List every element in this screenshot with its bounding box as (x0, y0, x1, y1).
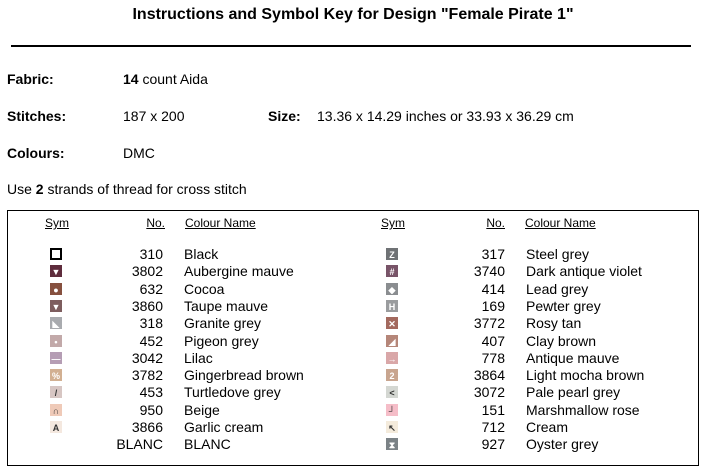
note-prefix: Use (7, 181, 36, 197)
table-row (0, 367, 706, 384)
colour-name: Pewter grey (526, 297, 601, 314)
colour-name: Dark antique violet (526, 263, 642, 280)
table-row (0, 298, 706, 315)
colour-name: Steel grey (526, 246, 590, 262)
diamond-icon: ◆ (386, 283, 398, 295)
colour-name: BLANC (184, 436, 231, 453)
dmc-number: 778 (481, 349, 505, 366)
dmc-number: 632 (139, 280, 163, 297)
table-row (0, 436, 706, 453)
digit-two-icon: 2 (386, 369, 398, 381)
colour-name: Cocoa (184, 280, 225, 297)
down-triangle-icon: ▼ (51, 267, 61, 278)
corner-triangle-icon: ◢ (386, 335, 398, 347)
dmc-number: 407 (481, 332, 505, 349)
size-label: Size: (268, 108, 301, 124)
header-name-left: Colour Name (185, 216, 256, 230)
less-than-icon: < (386, 386, 398, 398)
table-row (0, 350, 706, 367)
dmc-number: 3864 (473, 367, 505, 384)
colour-name: Pigeon grey (184, 332, 259, 349)
table-row (0, 315, 706, 332)
colour-name: Lilac (184, 349, 213, 366)
stitches-value: 187 x 200 (123, 108, 185, 124)
dmc-number: 453 (139, 384, 163, 401)
colour-name: Oyster grey (526, 436, 599, 453)
header-no-right: No. (486, 216, 505, 230)
header-name-right: Colour Name (525, 216, 596, 230)
note-suffix: strands of thread for cross stitch (43, 181, 247, 197)
dmc-number: 927 (481, 436, 505, 453)
dmc-number: 414 (481, 280, 505, 297)
colour-name: Lead grey (526, 280, 589, 297)
header-sym-left: Sym (45, 216, 69, 230)
colour-name: Turtledove grey (184, 384, 281, 401)
corner-mark-icon: ┘ (386, 404, 398, 416)
colours-label: Colours: (7, 145, 65, 161)
hash-icon: # (386, 265, 398, 277)
colour-name: Rosy tan (526, 315, 582, 332)
hourglass-icon: ⧗ (386, 438, 398, 450)
slash-icon: / (50, 386, 62, 398)
dmc-number: 3860 (131, 297, 163, 314)
dmc-number: 3740 (473, 263, 505, 280)
title-rule (11, 45, 691, 47)
page-title: Instructions and Symbol Key for Design "Female Pirate 1" (132, 6, 574, 23)
arrow-up-left-icon: ↖ (386, 421, 398, 433)
colours-value: DMC (123, 145, 155, 161)
dmc-number: 310 (139, 246, 163, 262)
dmc-number: BLANC (116, 436, 163, 453)
dmc-number: 3866 (131, 419, 163, 435)
colour-name: Taupe mauve (184, 297, 269, 314)
colour-name: Granite grey (184, 315, 262, 332)
colour-name: Black (184, 246, 219, 262)
fabric-type: count Aida (138, 71, 208, 87)
fabric-count: 14 (123, 71, 139, 87)
down-triangle-icon: ▼ (51, 301, 61, 312)
table-row (0, 263, 706, 280)
stitches-label: Stitches: (7, 108, 67, 124)
dot-icon: ● (50, 283, 62, 295)
colour-name: Beige (184, 401, 220, 418)
dmc-number: 3772 (473, 315, 505, 332)
colour-name: Aubergine mauve (184, 263, 294, 280)
colour-name: Garlic cream (184, 419, 264, 435)
arch-icon: ∩ (50, 404, 62, 416)
table-row (0, 419, 706, 436)
table-row (0, 333, 706, 350)
instruction-note (7, 181, 247, 197)
colour-name: Antique mauve (526, 349, 620, 366)
table-row (0, 384, 706, 401)
dmc-number: 3042 (131, 349, 163, 366)
dmc-number: 712 (481, 419, 505, 435)
dmc-number: 317 (481, 246, 505, 262)
colour-name: Cream (526, 419, 569, 435)
dash-icon: — (51, 353, 61, 364)
size-value: 13.36 x 14.29 inches or 33.93 x 36.29 cm (317, 108, 574, 124)
colour-name: Pale pearl grey (526, 384, 621, 401)
dmc-number: 452 (139, 332, 163, 349)
table-row (0, 246, 706, 263)
strand-count: 2 (35, 181, 44, 197)
fabric-label: Fabric: (7, 71, 54, 87)
fabric-value (123, 71, 208, 87)
dmc-number: 169 (481, 297, 505, 314)
dmc-number: 3072 (473, 384, 505, 401)
corner-triangle-icon: ◣ (50, 317, 62, 329)
dmc-number: 3782 (131, 367, 163, 384)
header-no-left: No. (146, 216, 165, 230)
small-dot-icon: • (50, 335, 62, 347)
arrow-icon: → (387, 353, 397, 364)
letter-a-icon: A (50, 421, 62, 433)
x-mark-icon: ✕ (386, 317, 398, 329)
dmc-number: 950 (139, 401, 163, 418)
dmc-number: 318 (139, 315, 163, 332)
header-sym-right: Sym (381, 216, 405, 230)
percent-icon: % (51, 371, 60, 382)
letter-z-icon: Z (386, 248, 398, 260)
bowtie-icon: H (386, 300, 398, 312)
colour-name: Gingerbread brown (184, 367, 304, 384)
table-row (0, 281, 706, 298)
colour-name: Light mocha brown (526, 367, 645, 384)
colour-name: Marshmallow rose (526, 401, 640, 418)
colour-name: Clay brown (526, 332, 597, 349)
dmc-number: 3802 (131, 263, 163, 280)
table-row (0, 402, 706, 419)
dmc-number: 151 (481, 401, 505, 418)
